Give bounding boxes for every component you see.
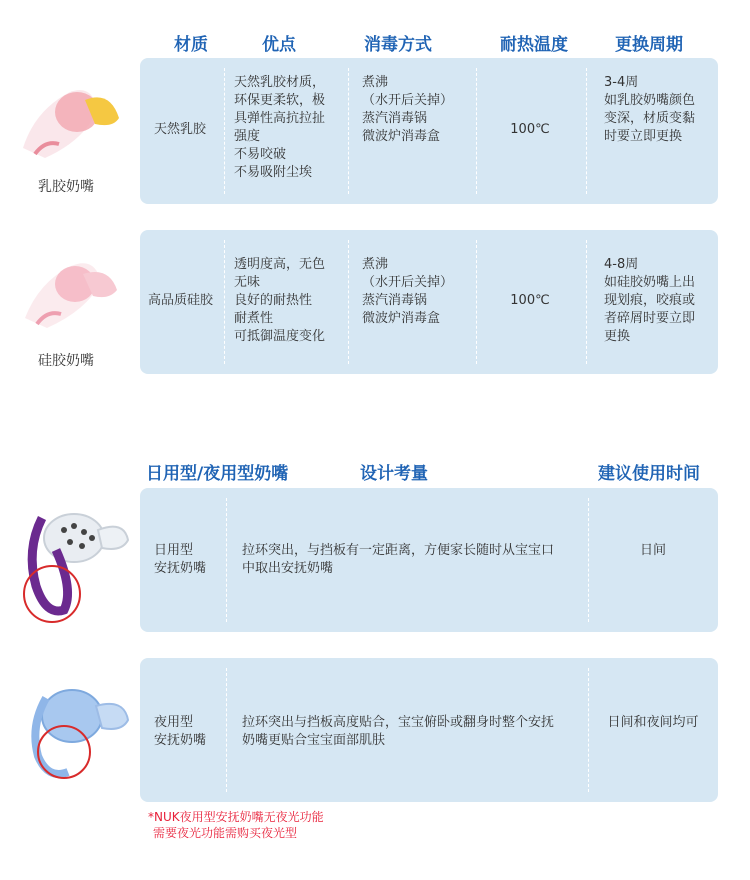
latex-nipple-image [15,70,125,170]
footnote-line-2: 需要夜光功能需购买夜光型 [153,826,298,840]
latex-replacement: 3-4周 如乳胶奶嘴颜色 变深，材质变黏 时要立即更换 [604,75,696,144]
header-material: 材质 [174,35,208,55]
header-sterilization: 消毒方式 [364,35,432,55]
night-pacifier-row-card [140,658,718,802]
latex-sterilization: 煮沸 （水开后关掉） 蒸汽消毒锅 微波炉消毒盒 [362,75,454,144]
latex-product-label: 乳胶奶嘴 [38,179,94,195]
silicone-replacement: 4-8周 如硅胶奶嘴上出 现划痕，咬痕或 者碎屑时要立即 更换 [604,257,696,344]
silicone-row-card [140,230,718,374]
header-advantages: 优点 [262,35,296,55]
day-pacifier-row-card [140,488,718,632]
header-heat-temp: 耐热温度 [500,35,568,55]
silicone-advantages: 透明度高，无色 无味 良好的耐热性 耐煮性 可抵御温度变化 [234,257,326,344]
divider [224,68,225,194]
silicone-material: 高品质硅胶 [148,293,214,308]
silicone-product-label: 硅胶奶嘴 [38,353,94,369]
divider [588,498,589,622]
footnote-line-1: *NUK夜用型安抚奶嘴无夜光功能 [148,810,324,824]
latex-row-card [140,58,718,204]
latex-material: 天然乳胶 [154,122,207,137]
header-design: 设计考量 [360,464,428,484]
divider [224,240,225,364]
day-pacifier-type: 日用型 安抚奶嘴 [154,543,207,576]
divider [586,240,587,364]
divider [348,240,349,364]
header-type: 日用型/夜用型奶嘴 [146,464,289,484]
night-pacifier-type: 夜用型 安抚奶嘴 [154,715,207,748]
divider [226,668,227,792]
divider [348,68,349,194]
header-replacement: 更换周期 [615,35,683,55]
header-usage-time: 建议使用时间 [598,464,700,484]
day-pacifier-design: 拉环突出，与挡板有一定距离，方便家长随时从宝宝口 中取出安抚奶嘴 [242,543,555,576]
night-pacifier-image [12,662,132,802]
silicone-sterilization: 煮沸 （水开后关掉） 蒸汽消毒锅 微波炉消毒盒 [362,257,454,326]
latex-heat-temp: 100℃ [510,122,550,137]
silicone-heat-temp: 100℃ [510,293,550,308]
day-pacifier-usage-time: 日间 [639,543,666,558]
night-pacifier-design: 拉环突出与挡板高度贴合，宝宝俯卧或翻身时整个安抚 奶嘴更贴合宝宝面部肌肤 [242,715,555,748]
divider [226,498,227,622]
night-pacifier-usage-time: 日间和夜间均可 [607,715,699,730]
silicone-nipple-image [15,238,125,338]
divider [586,68,587,194]
latex-advantages: 天然乳胶材质， 环保更柔软，极 具弹性高抗拉扯 强度 不易咬破 不易吸附尘埃 [234,75,326,180]
day-pacifier-image [12,490,132,630]
